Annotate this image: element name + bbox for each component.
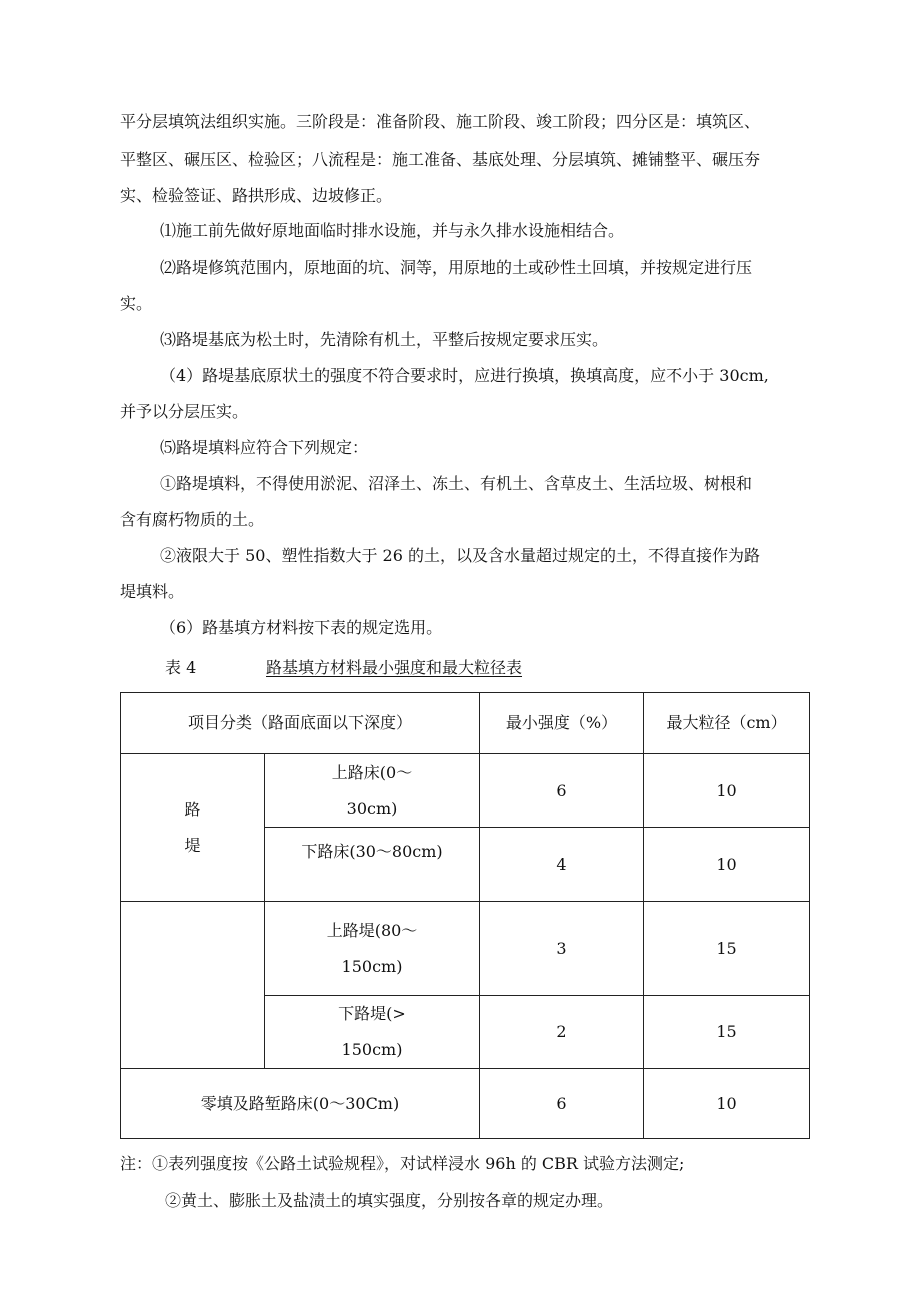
row-label-line: 150cm): [341, 1040, 403, 1059]
paragraph-line: ②液限大于 50、塑性指数大于 26 的土，以及含水量超过规定的土，不得直接作为路: [160, 546, 760, 565]
paragraph-line: 实、检验签证、路拱形成、边坡修正。: [120, 186, 393, 205]
table-note: ②黄土、膨胀土及盐渍土的填实强度，分别按各章的规定办理。: [165, 1191, 614, 1210]
cell-max-size: 15: [644, 996, 810, 1069]
cell-min-strength: 3: [480, 902, 644, 996]
paragraph-line: ⑶路堤基底为松土时，先清除有机土，平整后按规定要求压实。: [160, 330, 609, 349]
table-row: [121, 754, 810, 828]
table-row: [121, 902, 810, 996]
row-label: 零填及路堑路床(0～30Cm): [121, 1069, 480, 1139]
paragraph-line: 实。: [120, 294, 153, 313]
header-category: 项目分类（路面底面以下深度）: [121, 693, 480, 754]
cell-min-strength: 4: [480, 828, 644, 902]
table-caption-title: 路基填方材料最小强度和最大粒径表: [266, 658, 523, 677]
paragraph-line: ⑸路堤填料应符合下列规定：: [160, 438, 369, 457]
group-empty: [121, 902, 265, 1069]
cell-max-size: 15: [644, 902, 810, 996]
fill-material-table: [120, 692, 810, 1139]
cell-min-strength: 2: [480, 996, 644, 1069]
paragraph-line: 含有腐朽物质的土。: [120, 510, 265, 529]
paragraph-line: ⑵路堤修筑范围内，原地面的坑、洞等，用原地的土或砂性土回填，并按规定进行压: [160, 258, 753, 277]
paragraph-line: 平分层填筑法组织实施。三阶段是：准备阶段、施工阶段、竣工阶段；四分区是：填筑区、: [120, 112, 761, 131]
cell-max-size: 10: [644, 1069, 810, 1139]
paragraph-line: （6）路基填方材料按下表的规定选用。: [160, 618, 443, 637]
header-max-size: 最大粒径（cm）: [644, 693, 810, 754]
cell-min-strength: 6: [480, 1069, 644, 1139]
cell-max-size: 10: [644, 828, 810, 902]
row-label-line: 上路堤(80～: [326, 920, 418, 940]
cell-max-size: 10: [644, 754, 810, 828]
row-label: 下路床(30～80cm): [265, 828, 480, 902]
paragraph-line: 并予以分层压实。: [120, 402, 249, 421]
group-char: 路: [184, 799, 201, 819]
paragraph-line: 堤填料。: [120, 582, 185, 601]
group-embankment: [121, 754, 265, 902]
cell-min-strength: 6: [480, 754, 644, 828]
row-label-line: 30cm): [346, 798, 398, 818]
paragraph-line: 平整区、碾压区、检验区；八流程是：施工准备、基底处理、分层填筑、摊铺整平、碾压夯: [120, 150, 761, 169]
table-row: [121, 1069, 810, 1139]
row-label: [265, 754, 480, 828]
row-label: [265, 996, 480, 1069]
row-label-line: 150cm): [341, 956, 403, 976]
table-caption-number: 表 4: [165, 658, 197, 677]
paragraph-line: ①路堤填料，不得使用淤泥、沼泽土、冻土、有机土、含草皮土、生活垃圾、树根和: [160, 474, 753, 493]
table-note: 注：①表列强度按《公路土试验规程》，对试样浸水 96h 的 CBR 试验方法测定;: [120, 1154, 685, 1173]
paragraph-line: ⑴施工前先做好原地面临时排水设施，并与永久排水设施相结合。: [160, 221, 625, 240]
row-label-line: 下路堤(>: [338, 1004, 406, 1023]
row-label-line: 上路床(0～: [331, 762, 413, 782]
row-label: [265, 902, 480, 996]
header-min-strength: 最小强度（%）: [480, 693, 644, 754]
table-header-row: [121, 693, 810, 754]
group-char: 堤: [184, 835, 201, 855]
paragraph-line: （4）路堤基底原状土的强度不符合要求时，应进行换填，换填高度，应不小于 30cm,: [160, 366, 769, 385]
